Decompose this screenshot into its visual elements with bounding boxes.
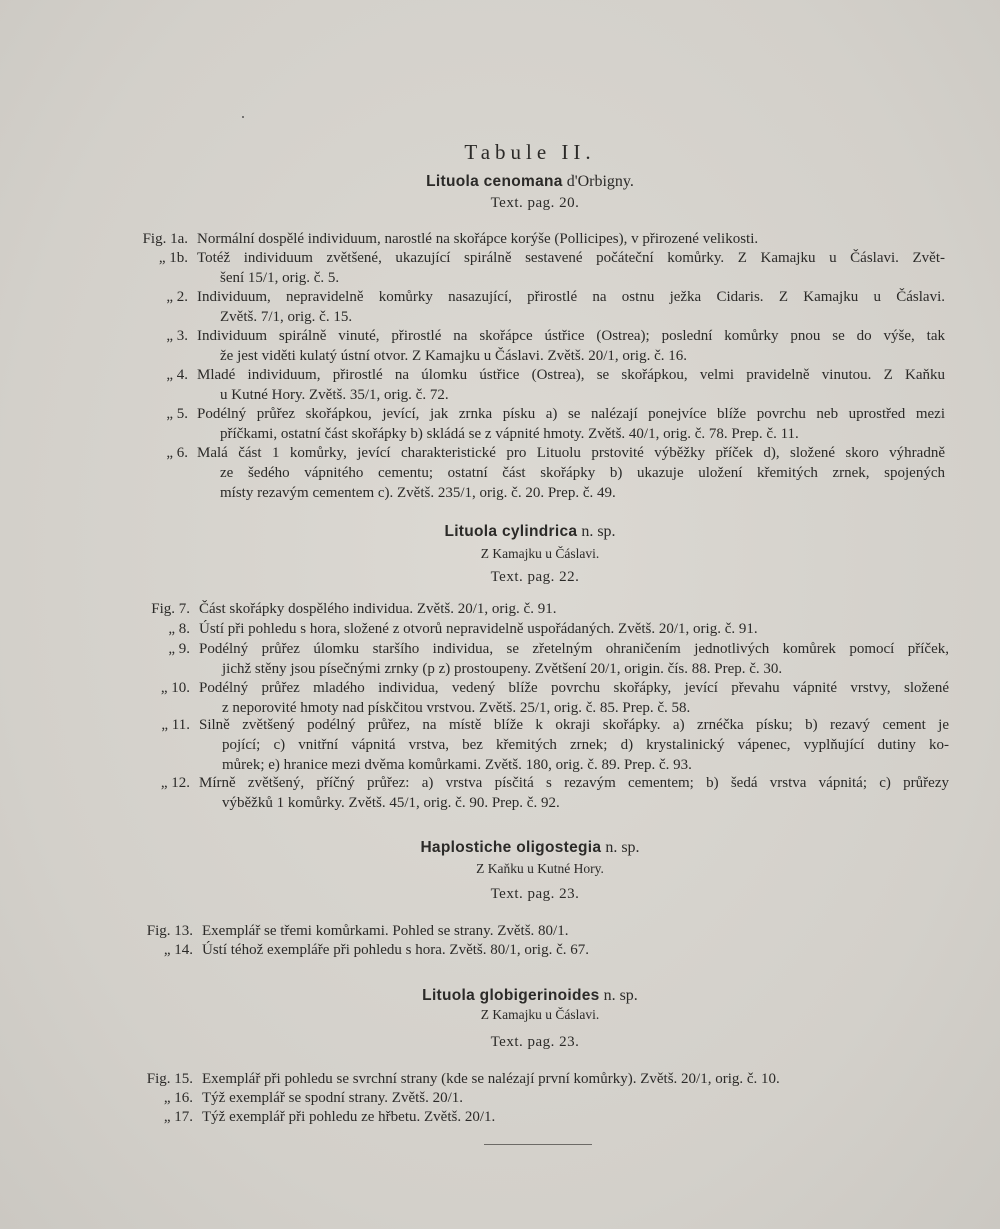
figure-entry	[135, 600, 950, 620]
ink-speck	[242, 116, 244, 118]
entry-line: Exemplář při pohledu se svrchní strany (kde se nalézají první komůrky). Zvětš. 20/1, orig. č. 10.	[202, 1071, 780, 1087]
figure-number: „ 3.	[166, 328, 188, 344]
figure-number: „ 5.	[166, 406, 188, 422]
section-title-haplostiche-oligostegia	[0, 838, 1000, 858]
entry-line: Týž exemplář při pohledu ze hřbetu. Zvětš. 20/1.	[202, 1109, 496, 1125]
figure-entry	[130, 288, 950, 328]
figure-entry	[135, 941, 950, 961]
entry-line: Ústí téhož exempláře při pohledu s hora. Zvětš. 80/1, orig. č. 67.	[202, 942, 589, 958]
entry-line: Silně zvětšený podélný průřez, na místě blíže k okraji skořápky. a) zrnéčka písku; b) rezavý cement je	[199, 717, 949, 733]
locality: Z Kamajku u Čáslavi.	[480, 546, 600, 561]
entry-line: pojící; c) vnitřní vápnitá vrstva, bez křemitých zrnek; d) krystalinický vápenec, vyplňující dutiny ko-	[222, 736, 949, 753]
text-page-ref: Text. pag. 20.	[490, 195, 580, 211]
entry-line: Individuum, nepravidelně komůrky nasazující, přirostlé na ostnu ježka Cidaris. Z Kamajku u Čáslavi.	[197, 289, 945, 305]
figure-number: „ 10.	[160, 680, 190, 696]
figure-number: Fig. 1a.	[142, 231, 188, 247]
figure-number: Fig. 15.	[146, 1071, 193, 1087]
text-page-ref: Text. pag. 23.	[490, 886, 580, 902]
entry-line: šení 15/1, orig. č. 5.	[220, 269, 340, 286]
figure-number: „ 14.	[163, 942, 193, 958]
figure-entry	[135, 1108, 950, 1128]
figure-number: „ 17.	[163, 1109, 193, 1125]
figure-entry	[135, 716, 950, 775]
figure-entry	[130, 366, 950, 406]
species-name: Lituola cylindrica	[444, 523, 578, 540]
figure-number: „ 4.	[166, 367, 188, 383]
section-title-lituola-globigerinoides	[0, 986, 1000, 1006]
figure-entry	[135, 679, 950, 719]
entry-line: z neporovité hmoty nad pískčitou vrstvou. Zvětš. 25/1, orig. č. 85. Prep. č. 58.	[222, 699, 691, 716]
entry-line: Normální dospělé individuum, narostlé na skořápce korýše (Pollicipes), v přirozené velikosti.	[197, 231, 759, 247]
entry-line: Týž exemplář se spodní strany. Zvětš. 20/1.	[202, 1090, 464, 1106]
figure-entry	[135, 1089, 950, 1109]
figure-entry	[130, 327, 950, 367]
text-page-ref: Text. pag. 22.	[490, 569, 580, 585]
figure-entry	[135, 774, 950, 814]
entry-line: Exemplář se třemi komůrkami. Pohled se strany. Zvětš. 80/1.	[202, 923, 569, 939]
figure-number: „ 6.	[166, 445, 188, 461]
text-page-ref: Text. pag. 23.	[490, 1034, 580, 1050]
entry-line: Podélný průřez skořápkou, jevící, jak zrnka písku a) se nalézají ponejvíce blíže povrchu neb uprostřed mezi	[197, 406, 945, 422]
species-author: d'Orbigny.	[566, 173, 634, 190]
figure-number: Fig. 7.	[151, 601, 190, 617]
end-rule	[484, 1144, 592, 1145]
figure-entry	[130, 405, 950, 445]
locality: Z Kamajku u Čáslavi.	[480, 1007, 600, 1022]
entry-line: Podélný průřez mladého individua, vedený blíže povrchu skořápky, jevící převahu vápnité vrstvy, složené	[199, 680, 949, 696]
figure-entry	[135, 922, 950, 942]
figure-number: „ 16.	[163, 1090, 193, 1106]
entry-line: Ústí při pohledu s hora, složené z otvorů nepravidelně uspořádaných. Zvětš. 20/1, orig. č. 91.	[199, 621, 758, 637]
figure-number: „ 8.	[168, 621, 190, 637]
figure-entry	[135, 620, 950, 640]
species-name: Lituola cenomana	[426, 173, 563, 190]
species-author: n. sp.	[603, 987, 638, 1004]
entry-line: výběžků 1 komůrky. Zvětš. 45/1, orig. č. 90. Prep. č. 92.	[222, 794, 560, 811]
entry-line: můrek; e) hranice mezi dvěma komůrkami. Zvětš. 180, orig. č. 89. Prep. č. 93.	[222, 756, 692, 773]
species-name: Haplostiche oligostegia	[420, 839, 602, 856]
section-title-lituola-cenomana	[0, 172, 1000, 192]
species-author: n. sp.	[605, 839, 640, 856]
figure-entry	[130, 249, 950, 289]
entry-line: jichž stěny jsou písečnými zrnky (p z) prostoupeny. Zvětšení 20/1, origin. čís. 88. Prep. č. 30.	[222, 660, 783, 677]
entry-line: Totéž individuum zvětšené, ukazující spirálně sestavené počáteční komůrky. Z Kamajku u Čáslavi. Zvět-	[197, 250, 945, 266]
entry-line: příčkami, ostatní část skořápky b) skládá se z vápnité hmoty. Zvětš. 40/1, orig. č. 78. Prep. č. 11.	[220, 425, 799, 442]
species-name: Lituola globigerinoides	[422, 987, 600, 1004]
figure-number: Fig. 13.	[146, 923, 193, 939]
figure-number: „ 12.	[160, 775, 190, 791]
figure-entry	[135, 640, 950, 680]
figure-number: „ 9.	[168, 641, 190, 657]
figure-entry	[130, 444, 950, 503]
entry-line: u Kutné Hory. Zvětš. 35/1, orig. č. 72.	[220, 386, 449, 403]
figure-number: „ 2.	[166, 289, 188, 305]
entry-line: že jest viděti kulatý ústní otvor. Z Kamajku u Čáslavi. Zvětš. 20/1, orig. č. 16.	[220, 347, 688, 364]
species-author: n. sp.	[581, 523, 616, 540]
section-title-lituola-cylindrica	[0, 522, 1000, 542]
figure-number: „ 1b.	[158, 250, 188, 266]
locality: Z Kaňku u Kutné Hory.	[476, 861, 604, 876]
figure-number: „ 11.	[161, 717, 190, 733]
entry-line: místy rezavým cementem c). Zvětš. 235/1, orig. č. 20. Prep. č. 49.	[220, 484, 616, 501]
entry-line: ze šedého vápnitého cementu; ostatní část skořápky b) ukazuje uložení křemitých zrnek, spojených	[220, 464, 945, 481]
entry-line: Mírně zvětšený, příčný průřez: a) vrstva písčitá s rezavým cementem; b) šedá vrstva vápnitá; c) průřezy	[199, 775, 949, 791]
entry-line: Zvětš. 7/1, orig. č. 15.	[220, 308, 353, 325]
entry-line: Mladé individuum, přirostlé na úlomku ústřice (Ostrea), se skořápkou, velmi pravidelně vinutou. Z Kaňku	[197, 367, 945, 383]
entry-line: Individuum spirálně vinuté, přirostlé na skořápce ústřice (Ostrea); poslední komůrky pnou se do výše, tak	[197, 328, 945, 344]
figure-entry	[135, 1070, 950, 1090]
entry-line: Část skořápky dospělého individua. Zvětš. 20/1, orig. č. 91.	[199, 601, 557, 617]
entry-line: Malá část 1 komůrky, jevící charakteristické pro Lituolu prstovité výběžky příček d), složené skoro výhradně	[197, 445, 945, 461]
figure-entry	[130, 230, 950, 250]
entry-line: Podélný průřez úlomku staršího individua, se zřetelným ohraničením jednotlivých komůrek pomocí příček,	[199, 641, 949, 657]
plate-title: Tabule II.	[464, 140, 596, 164]
